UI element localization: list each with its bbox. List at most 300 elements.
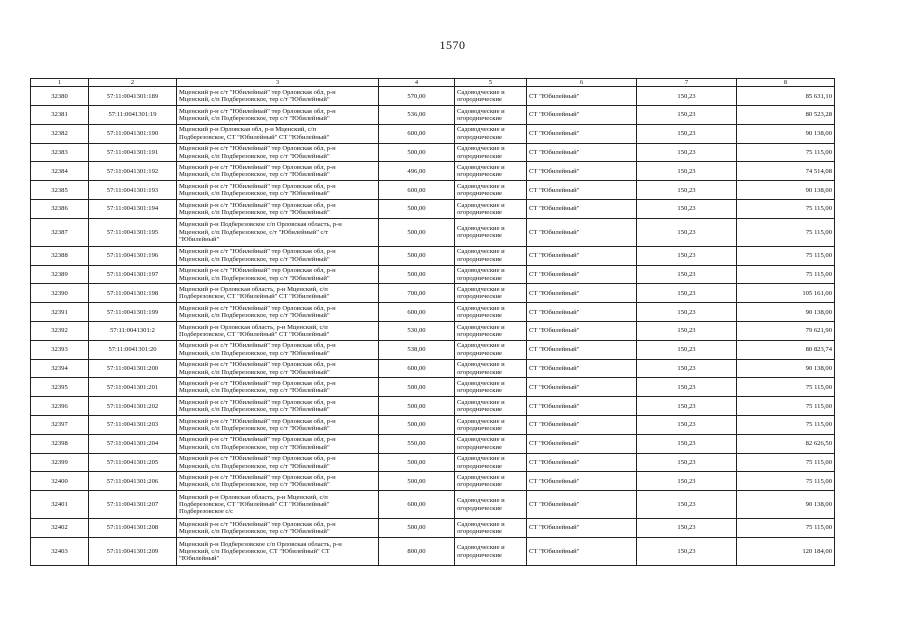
land-use-line: Садоводческие и [457, 225, 505, 233]
unit-price: 150,23 [637, 181, 737, 200]
address-line: Мценский р-н с/т "Юбилейный" тер Орловская обл, р-н [179, 145, 336, 153]
land-use-line: огороднические [457, 255, 502, 263]
address-line: Мценский, с/п Подберезовское, тер с/т "Юбилейный" [179, 255, 330, 263]
address-line: Мценский, с/п Подберезовское, тер с/т "Юбилейный" [179, 274, 330, 282]
table-body [31, 87, 835, 566]
cadastral-cost: 90 138,00 [737, 491, 835, 519]
association-name: СТ "Юбилейный" [527, 106, 637, 125]
cadastral-number: 57:11:0041301:206 [89, 472, 177, 491]
cadastral-number: 57:11:0041301:189 [89, 87, 177, 106]
land-use-line: огороднические [457, 349, 502, 357]
address-line: Мценский, с/п Подберезовское, тер с/т "Юбилейный" [179, 171, 330, 179]
address-line: Мценский р-н Орловская область, р-н Мценский, с/п [179, 286, 328, 294]
address-line: Мценский, с/п Подберезовское, тер с/т "Юбилейный" [179, 349, 330, 357]
address-line: Мценский р-н с/т "Юбилейный" тер Орловская обл, р-н [179, 342, 336, 350]
address-line: Мценский р-н Орловская обл, р-н Мценский, с/п [179, 126, 316, 134]
land-use-cell [455, 491, 527, 519]
area-value: 500,00 [379, 519, 455, 538]
row-number: 32396 [31, 397, 89, 416]
association-name: СТ "Юбилейный" [527, 143, 637, 162]
column-header: 4 [379, 79, 455, 87]
unit-price: 150,23 [637, 162, 737, 181]
unit-price: 150,23 [637, 218, 737, 246]
table-row [31, 87, 835, 106]
land-use-line: Садоводческие и [457, 304, 505, 312]
association-name: СТ "Юбилейный" [527, 181, 637, 200]
unit-price: 150,23 [637, 106, 737, 125]
land-use-line: Садоводческие и [457, 164, 505, 172]
cadastral-number: 57:11:0041301:193 [89, 181, 177, 200]
association-name: СТ "Юбилейный" [527, 340, 637, 359]
association-name: СТ "Юбилейный" [527, 491, 637, 519]
cadastral-cost: 90 138,00 [737, 124, 835, 143]
unit-price: 150,23 [637, 538, 737, 566]
row-number: 32380 [31, 87, 89, 106]
unit-price: 150,23 [637, 265, 737, 284]
land-use-line: огороднические [457, 330, 502, 338]
row-number: 32400 [31, 472, 89, 491]
area-value: 500,00 [379, 143, 455, 162]
land-use-line: Садоводческие и [457, 88, 505, 96]
address-line: Мценский, с/п Подберезовское, тер с/т "Юбилейный" [179, 368, 330, 376]
association-name: СТ "Юбилейный" [527, 124, 637, 143]
land-use-cell [455, 416, 527, 435]
table-row [31, 472, 835, 491]
unit-price: 150,23 [637, 453, 737, 472]
cadastral-cost: 75 115,00 [737, 246, 835, 265]
cadastral-number: 57:11:0041301:205 [89, 453, 177, 472]
table-row [31, 143, 835, 162]
land-use-line: Садоводческие и [457, 126, 505, 134]
address-line: Мценский, с/п Подберезовское, тер с/т "Юбилейный" [179, 462, 330, 470]
land-use-cell [455, 246, 527, 265]
land-use-line: Садоводческие и [457, 398, 505, 406]
association-name: СТ "Юбилейный" [527, 200, 637, 219]
land-use-line: огороднические [457, 406, 502, 414]
address-cell [177, 491, 379, 519]
address-cell [177, 200, 379, 219]
address-line: Мценский р-н Подберезовское с/п Орловская область, р-н [179, 221, 342, 229]
unit-price: 150,23 [637, 303, 737, 322]
land-use-line: огороднические [457, 481, 502, 489]
association-name: СТ "Юбилейный" [527, 472, 637, 491]
address-line: Подберезовское, СТ "Юбилейный" СТ "Юбилейный" [179, 133, 330, 141]
unit-price: 150,23 [637, 200, 737, 219]
cadastral-number: 57:11:0041301:209 [89, 538, 177, 566]
address-line: Мценский, с/п Подберезовское, тер с/т "Юбилейный" [179, 481, 330, 489]
unit-price: 150,23 [637, 284, 737, 303]
table-row [31, 397, 835, 416]
address-line: Мценский р-н с/т "Юбилейный" тер Орловская обл, р-н [179, 455, 336, 463]
table-row [31, 200, 835, 219]
cadastral-cost: 75 115,00 [737, 519, 835, 538]
association-name: СТ "Юбилейный" [527, 284, 637, 303]
cadastral-number: 57:11:0041301:192 [89, 162, 177, 181]
association-name: СТ "Юбилейный" [527, 162, 637, 181]
land-use-line: огороднические [457, 171, 502, 179]
land-use-line: Садоводческие и [457, 436, 505, 444]
association-name: СТ "Юбилейный" [527, 303, 637, 322]
row-number: 32392 [31, 322, 89, 341]
land-use-cell [455, 106, 527, 125]
cadastral-number: 57:11:0041301:196 [89, 246, 177, 265]
land-use-line: огороднические [457, 96, 502, 104]
cadastral-cost: 80 523,28 [737, 106, 835, 125]
row-number: 32394 [31, 359, 89, 378]
address-cell [177, 453, 379, 472]
land-use-cell [455, 472, 527, 491]
table-row [31, 378, 835, 397]
address-line: Мценский, с/п Подберезовское, тер с/т "Юбилейный" [179, 424, 330, 432]
area-value: 500,00 [379, 246, 455, 265]
address-cell [177, 246, 379, 265]
cadastral-cost: 90 138,00 [737, 303, 835, 322]
cadastral-number: 57:11:0041301:20 [89, 340, 177, 359]
table-row [31, 359, 835, 378]
address-line: Мценский, с/п Подберезовское, тер с/т "Юбилейный" [179, 443, 330, 451]
cadastral-number: 57:11:0041301:208 [89, 519, 177, 538]
cadastral-cost: 75 115,00 [737, 453, 835, 472]
land-use-line: Садоводческие и [457, 455, 505, 463]
address-line: Мценский р-н с/т "Юбилейный" тер Орловская обл, р-н [179, 88, 336, 96]
address-line: Мценский, с/п Подберезовское, тер с/т "Юбилейный" [179, 208, 330, 216]
address-line: Подберезовское, СТ "Юбилейный" СТ "Юбилейный" [179, 330, 330, 338]
address-line: Подберезовское с/с [179, 508, 234, 516]
land-use-line: Садоводческие и [457, 182, 505, 190]
table-row [31, 453, 835, 472]
land-use-line: огороднические [457, 293, 502, 301]
land-use-line: Садоводческие и [457, 380, 505, 388]
address-line: Мценский, с/п Подберезовское, с/т "Юбилейный" с/т [179, 228, 329, 236]
row-number: 32393 [31, 340, 89, 359]
land-use-line: Садоводческие и [457, 417, 505, 425]
area-value: 600,00 [379, 359, 455, 378]
area-value: 600,00 [379, 303, 455, 322]
cadastral-number: 57:11:0041301:190 [89, 124, 177, 143]
cadastral-cost: 90 138,00 [737, 359, 835, 378]
address-line: Мценский, с/п Подберезовское, тер с/т "Юбилейный" [179, 114, 330, 122]
land-use-line: Садоводческие и [457, 267, 505, 275]
row-number: 32399 [31, 453, 89, 472]
land-use-line: огороднические [457, 443, 502, 451]
land-use-cell [455, 434, 527, 453]
area-value: 570,00 [379, 87, 455, 106]
area-value: 600,00 [379, 181, 455, 200]
association-name: СТ "Юбилейный" [527, 434, 637, 453]
address-cell [177, 472, 379, 491]
land-use-line: огороднические [457, 190, 502, 198]
row-number: 32388 [31, 246, 89, 265]
address-cell [177, 340, 379, 359]
land-use-line: огороднические [457, 152, 502, 160]
row-number: 32403 [31, 538, 89, 566]
area-value: 500,00 [379, 378, 455, 397]
cadastral-cost: 90 138,00 [737, 181, 835, 200]
address-line: Мценский р-н с/т "Юбилейный" тер Орловская обл, р-н [179, 267, 336, 275]
column-header: 5 [455, 79, 527, 87]
cadastral-number: 57:11:0041301:203 [89, 416, 177, 435]
area-value: 496,00 [379, 162, 455, 181]
land-use-cell [455, 538, 527, 566]
row-number: 32383 [31, 143, 89, 162]
land-use-line: Садоводческие и [457, 107, 505, 115]
address-cell [177, 106, 379, 125]
area-value: 550,00 [379, 434, 455, 453]
address-line: Мценский р-н с/т "Юбилейный" тер Орловская обл, р-н [179, 304, 336, 312]
land-use-line: огороднические [457, 387, 502, 395]
land-use-line: Садоводческие и [457, 323, 505, 331]
cadastral-number: 57:11:0041301:19 [89, 106, 177, 125]
land-use-cell [455, 303, 527, 322]
land-use-line: Садоводческие и [457, 145, 505, 153]
unit-price: 150,23 [637, 87, 737, 106]
row-number: 32398 [31, 434, 89, 453]
row-number: 32385 [31, 181, 89, 200]
land-use-line: огороднические [457, 528, 502, 536]
unit-price: 150,23 [637, 472, 737, 491]
address-line: Мценский р-н с/т "Юбилейный" тер Орловская обл, р-н [179, 361, 336, 369]
cadastral-number: 57:11:0041301:191 [89, 143, 177, 162]
table-row [31, 434, 835, 453]
unit-price: 150,23 [637, 143, 737, 162]
column-header: 2 [89, 79, 177, 87]
unit-price: 150,23 [637, 434, 737, 453]
land-use-line: огороднические [457, 133, 502, 141]
address-line: Мценский р-н с/т "Юбилейный" тер Орловская обл, р-н [179, 417, 336, 425]
row-number: 32386 [31, 200, 89, 219]
cadastral-cost: 74 514,08 [737, 162, 835, 181]
table-row [31, 218, 835, 246]
land-use-cell [455, 322, 527, 341]
land-use-cell [455, 200, 527, 219]
land-use-line: огороднические [457, 114, 502, 122]
table-row [31, 416, 835, 435]
address-line: Мценский р-н с/т "Юбилейный" тер Орловская обл, р-н [179, 248, 336, 256]
association-name: СТ "Юбилейный" [527, 453, 637, 472]
unit-price: 150,23 [637, 378, 737, 397]
address-line: Мценский, с/п Подберезовское, тер с/т "Юбилейный" [179, 96, 330, 104]
area-value: 600,00 [379, 491, 455, 519]
column-header: 7 [637, 79, 737, 87]
land-use-line: Садоводческие и [457, 520, 505, 528]
unit-price: 150,23 [637, 519, 737, 538]
address-cell [177, 519, 379, 538]
column-header: 1 [31, 79, 89, 87]
address-line: Мценский, с/п Подберезовское, тер с/т "Юбилейный" [179, 312, 330, 320]
row-number: 32397 [31, 416, 89, 435]
association-name: СТ "Юбилейный" [527, 359, 637, 378]
table-row [31, 246, 835, 265]
area-value: 538,00 [379, 340, 455, 359]
cadastral-number: 57:11:0041301:201 [89, 378, 177, 397]
address-line: Мценский р-н с/т "Юбилейный" тер Орловская обл, р-н [179, 201, 336, 209]
address-cell [177, 359, 379, 378]
address-line: Мценский р-н с/т "Юбилейный" тер Орловская обл, р-н [179, 182, 336, 190]
cadastral-cost: 75 115,00 [737, 200, 835, 219]
row-number: 32384 [31, 162, 89, 181]
address-line: Подберезовское, СТ "Юбилейный" СТ "Юбилейный" [179, 501, 330, 509]
land-use-cell [455, 143, 527, 162]
address-line: Мценский р-н Орловская область, р-н Мценский, с/п [179, 323, 328, 331]
address-line: "Юбилейный" [179, 236, 220, 244]
row-number: 32390 [31, 284, 89, 303]
address-cell [177, 303, 379, 322]
unit-price: 150,23 [637, 124, 737, 143]
land-use-cell [455, 340, 527, 359]
address-cell [177, 143, 379, 162]
land-use-line: Садоводческие и [457, 497, 505, 505]
column-header: 6 [527, 79, 637, 87]
land-use-cell [455, 87, 527, 106]
cadastral-number: 57:11:0041301:200 [89, 359, 177, 378]
address-line: Мценский, с/п Подберезовское, тер с/т "Юбилейный" [179, 190, 330, 198]
table-row [31, 106, 835, 125]
land-use-line: огороднические [457, 208, 502, 216]
land-use-cell [455, 519, 527, 538]
association-name: СТ "Юбилейный" [527, 416, 637, 435]
land-use-cell [455, 453, 527, 472]
table-row [31, 519, 835, 538]
address-line: Мценский, с/п Подберезовское, тер с/т "Юбилейный" [179, 387, 330, 395]
cadastral-cost: 105 161,00 [737, 284, 835, 303]
address-cell [177, 218, 379, 246]
table-row [31, 162, 835, 181]
area-value: 600,00 [379, 124, 455, 143]
address-line: Мценский, с/п Подберезовское, тер с/т "Юбилейный" [179, 528, 330, 536]
address-cell [177, 397, 379, 416]
address-line: Мценский, с/п Подберезовское, тер с/т "Юбилейный" [179, 406, 330, 414]
address-cell [177, 322, 379, 341]
unit-price: 150,23 [637, 416, 737, 435]
table-row [31, 124, 835, 143]
land-use-line: огороднические [457, 462, 502, 470]
row-number: 32387 [31, 218, 89, 246]
row-number: 32391 [31, 303, 89, 322]
land-use-line: огороднические [457, 232, 502, 240]
land-use-line: Садоводческие и [457, 342, 505, 350]
row-number: 32381 [31, 106, 89, 125]
cadastral-number: 57:11:0041301:195 [89, 218, 177, 246]
address-line: Мценский р-н с/т "Юбилейный" тер Орловская обл, р-н [179, 398, 336, 406]
association-name: СТ "Юбилейный" [527, 378, 637, 397]
address-cell [177, 265, 379, 284]
land-use-cell [455, 359, 527, 378]
area-value: 700,00 [379, 284, 455, 303]
cadastral-number: 57:11:0041301:207 [89, 491, 177, 519]
area-value: 500,00 [379, 416, 455, 435]
cadastral-number: 57:11:0041301:198 [89, 284, 177, 303]
cadastral-cost: 85 631,10 [737, 87, 835, 106]
cadastral-cost: 75 115,00 [737, 397, 835, 416]
cadastral-cost: 120 184,00 [737, 538, 835, 566]
table-row [31, 265, 835, 284]
land-use-line: Садоводческие и [457, 544, 505, 552]
cadastral-cost: 75 115,00 [737, 218, 835, 246]
area-value: 800,00 [379, 538, 455, 566]
association-name: СТ "Юбилейный" [527, 397, 637, 416]
association-name: СТ "Юбилейный" [527, 265, 637, 284]
area-value: 500,00 [379, 453, 455, 472]
address-line: "Юбилейный" [179, 555, 220, 563]
land-use-cell [455, 284, 527, 303]
address-line: Мценский р-н с/т "Юбилейный" тер Орловская обл, р-н [179, 474, 336, 482]
address-cell [177, 434, 379, 453]
cadastral-number: 57:11:0041301:204 [89, 434, 177, 453]
land-use-line: огороднические [457, 504, 502, 512]
land-registry-table [30, 78, 835, 566]
land-use-cell [455, 397, 527, 416]
cadastral-cost: 75 115,00 [737, 472, 835, 491]
cadastral-number: 57:11:0041301:199 [89, 303, 177, 322]
table-row [31, 340, 835, 359]
address-cell [177, 416, 379, 435]
address-line: Мценский р-н с/т "Юбилейный" тер Орловская обл, р-н [179, 436, 336, 444]
land-use-line: огороднические [457, 551, 502, 559]
land-use-cell [455, 218, 527, 246]
area-value: 500,00 [379, 397, 455, 416]
address-cell [177, 124, 379, 143]
area-value: 530,00 [379, 322, 455, 341]
unit-price: 150,23 [637, 340, 737, 359]
address-cell [177, 87, 379, 106]
address-line: Мценский р-н с/т "Юбилейный" тер Орловская обл, р-н [179, 164, 336, 172]
address-line: Мценский р-н с/т "Юбилейный" тер Орловская обл, р-н [179, 520, 336, 528]
land-use-line: Садоводческие и [457, 286, 505, 294]
header-row [31, 79, 835, 87]
address-line: Мценский, с/п Подберезовское, тер с/т "Юбилейный" [179, 152, 330, 160]
column-header: 3 [177, 79, 379, 87]
table-row [31, 303, 835, 322]
cadastral-number: 57:11:0041301:197 [89, 265, 177, 284]
address-line: Мценский р-н с/т "Юбилейный" тер Орловская обл, р-н [179, 107, 336, 115]
address-line: Подберезовское, СТ "Юбилейный" СТ "Юбилейный" [179, 293, 330, 301]
column-header: 8 [737, 79, 835, 87]
unit-price: 150,23 [637, 397, 737, 416]
cadastral-cost: 80 823,74 [737, 340, 835, 359]
land-use-line: Садоводческие и [457, 248, 505, 256]
address-line: Мценский р-н Подберезовское с/п Орловская область, р-н [179, 540, 342, 548]
land-use-line: Садоводческие и [457, 361, 505, 369]
association-name: СТ "Юбилейный" [527, 218, 637, 246]
area-value: 500,00 [379, 472, 455, 491]
unit-price: 150,23 [637, 322, 737, 341]
address-line: Мценский р-н с/т "Юбилейный" тер Орловская обл, р-н [179, 380, 336, 388]
cadastral-cost: 75 115,00 [737, 378, 835, 397]
table-row [31, 181, 835, 200]
land-use-line: огороднические [457, 312, 502, 320]
address-line: Мценский, с/п Подберезовское, СТ "Юбилейный" СТ [179, 547, 330, 555]
land-use-cell [455, 124, 527, 143]
area-value: 500,00 [379, 200, 455, 219]
address-cell [177, 284, 379, 303]
land-use-line: Садоводческие и [457, 201, 505, 209]
association-name: СТ "Юбилейный" [527, 87, 637, 106]
unit-price: 150,23 [637, 246, 737, 265]
association-name: СТ "Юбилейный" [527, 519, 637, 538]
address-line: Мценский р-н Орловская область, р-н Мценский, с/п [179, 493, 328, 501]
cadastral-cost: 82 626,50 [737, 434, 835, 453]
cadastral-number: 57:11:0041301:2 [89, 322, 177, 341]
unit-price: 150,23 [637, 491, 737, 519]
table-row [31, 322, 835, 341]
land-use-cell [455, 265, 527, 284]
table-row [31, 538, 835, 566]
row-number: 32395 [31, 378, 89, 397]
area-value: 500,00 [379, 265, 455, 284]
address-cell [177, 538, 379, 566]
row-number: 32389 [31, 265, 89, 284]
association-name: СТ "Юбилейный" [527, 538, 637, 566]
